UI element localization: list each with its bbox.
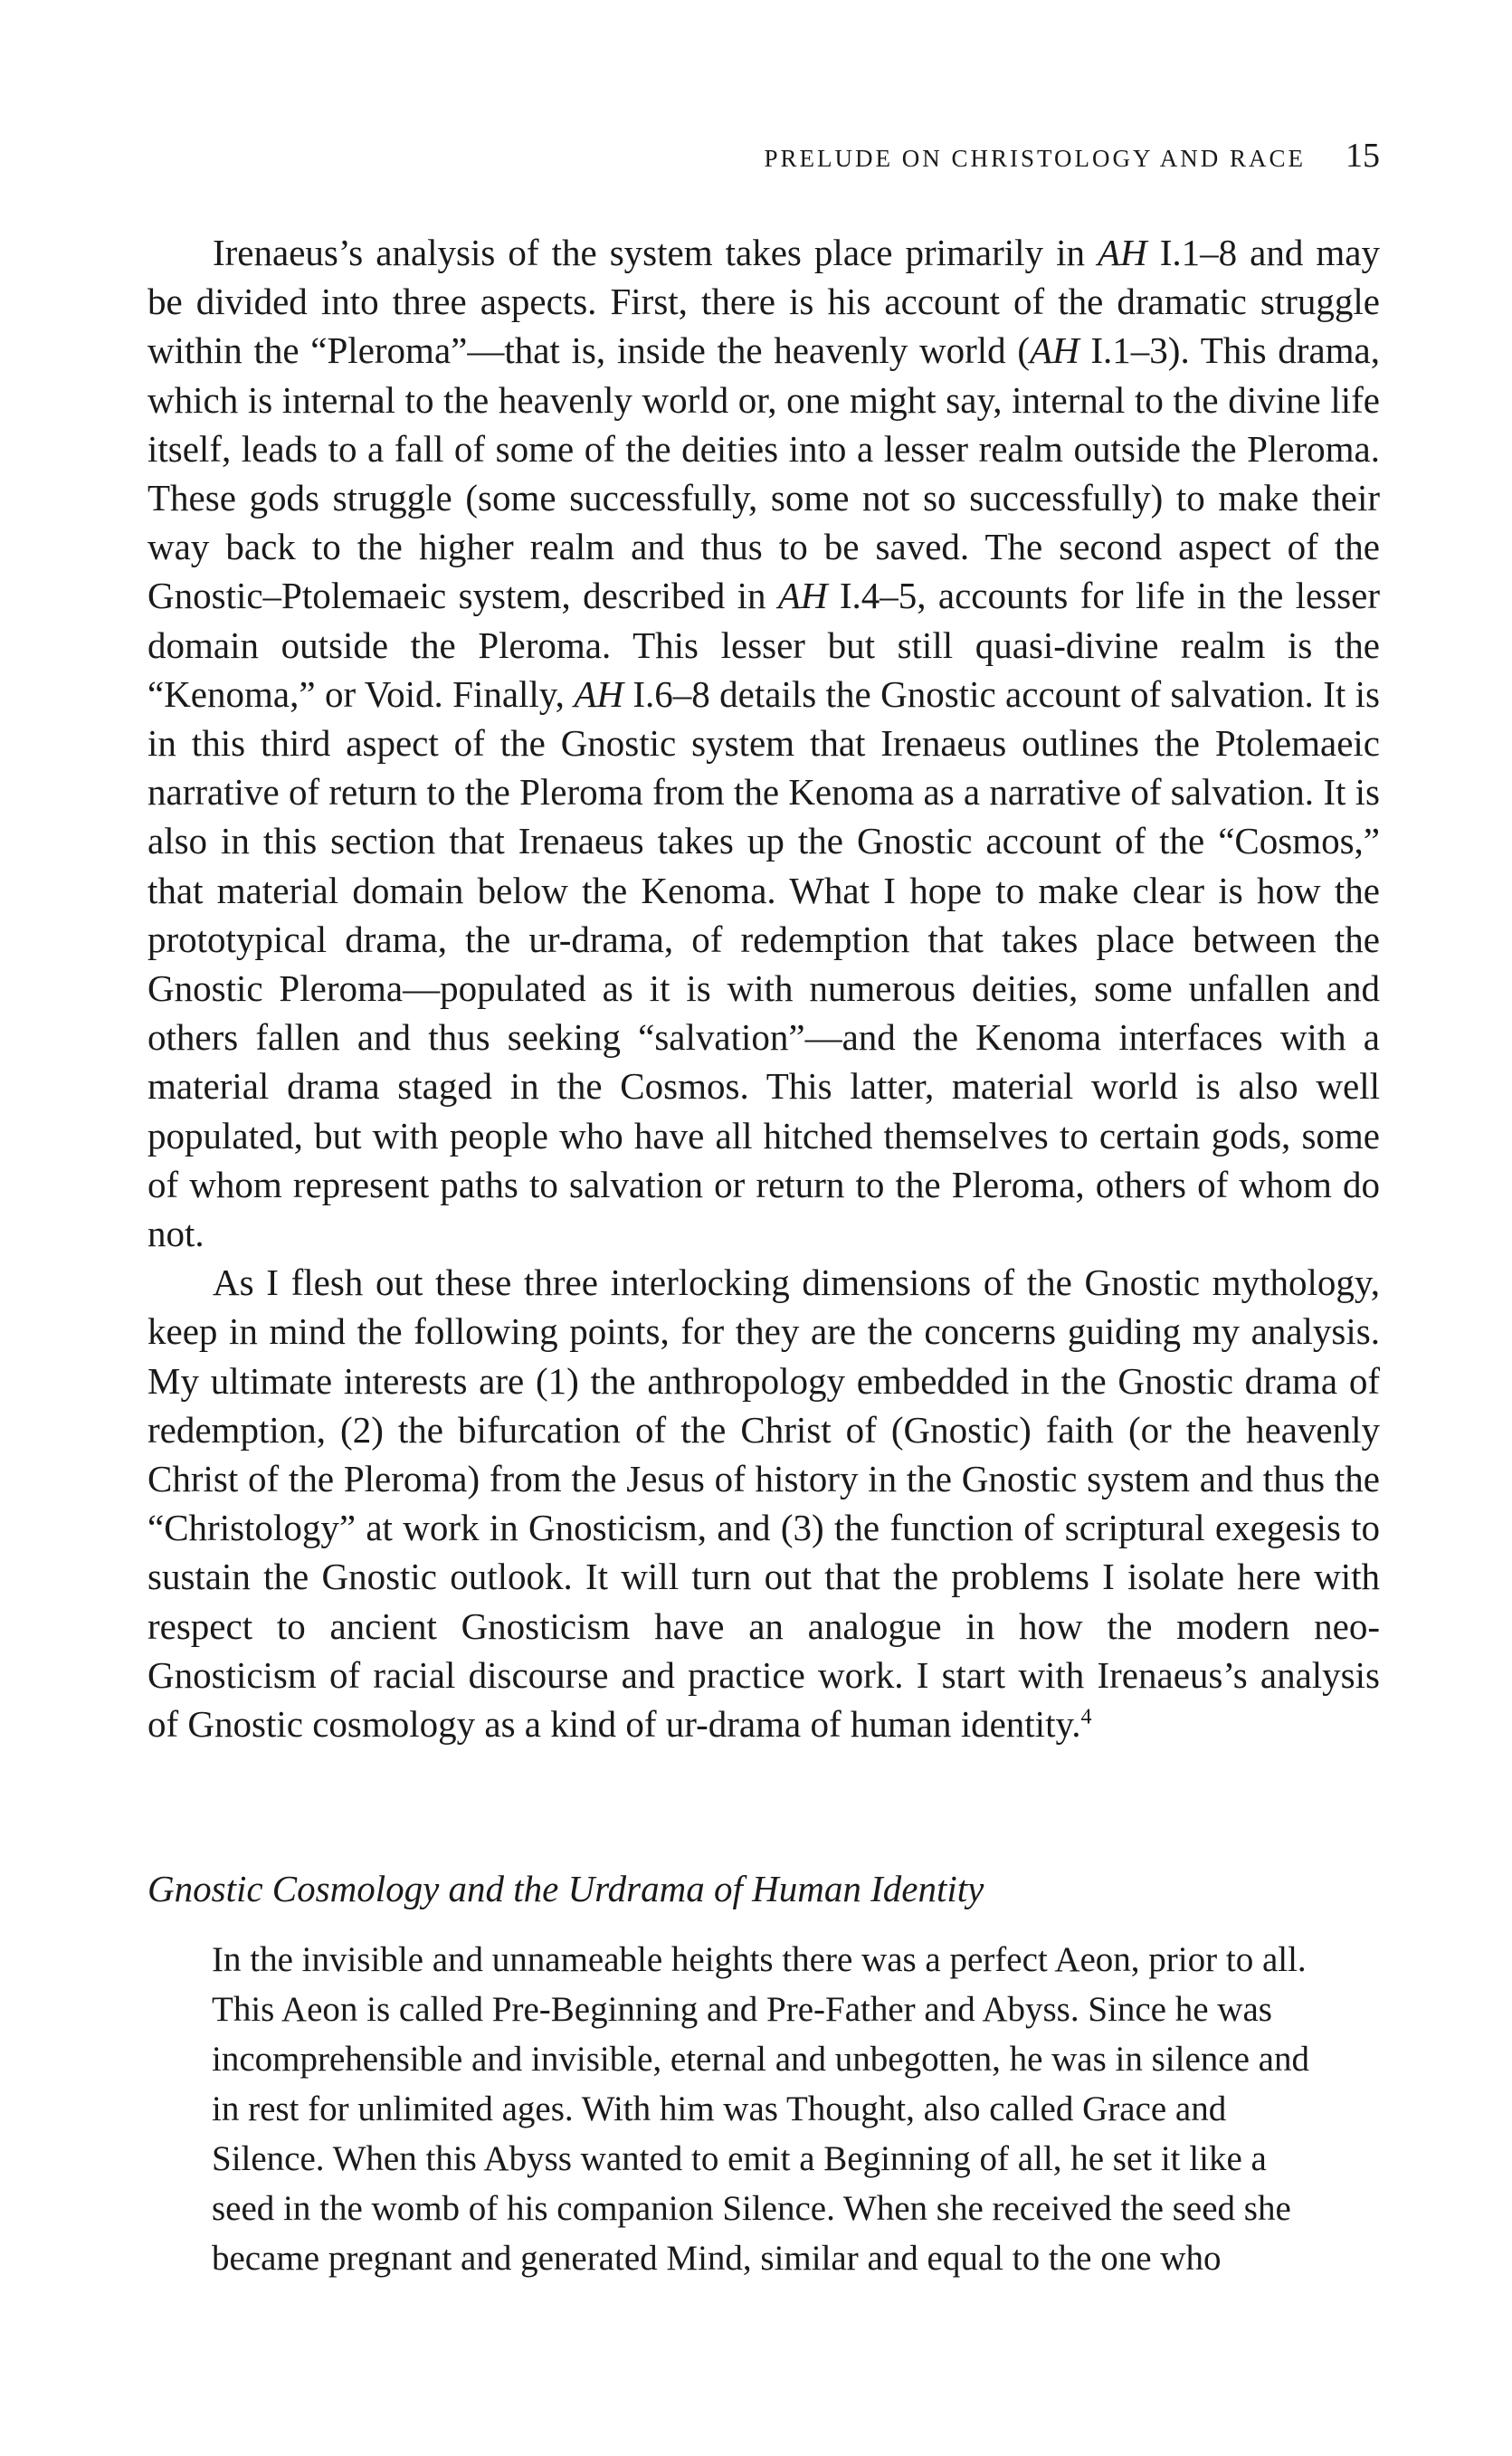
paragraph-1-segment-3: I.1–8 and may be divided into three aspects. First, there is his account of the dramatic struggle within the “Pleroma”—that is, inside the heavenly world ( [147,232,1380,372]
running-head [147,136,1380,181]
paragraph-1-segment-6: AH [777,575,828,617]
footnote-marker[interactable]: 4 [1080,1705,1092,1729]
body-text [147,228,1380,1748]
section-heading: Gnostic Cosmology and the Urdrama of Human Identity [147,1868,984,1909]
paragraph-1-segment-4: AH [1030,329,1079,372]
paragraph-1 [147,228,1380,1258]
paragraph-1-segment-7: I.4–5, accounts for life in the lesser domain outside the Pleroma. This lesser but still quasi-divine realm is the “Kenoma,” or Void. Finally, [147,575,1380,715]
running-head-title: PRELUDE ON CHRISTOLOGY AND RACE [764,145,1306,172]
paragraph-2 [147,1258,1380,1748]
paragraph-1-segment-9: I.6–8 details the Gnostic account of salvation. It is in this third aspect of the Gnostic system that Irenaeus outlines the Ptolemaeic narrative of return to the Pleroma from the Kenoma as a narrative of salvation. It is also in this section that Irenaeus takes up the Gnostic account of the “Cosmos,” that material domain below the Kenoma. What I hope to make clear is how the prototypical drama, the ur-drama, of redemption that takes place between the Gnostic Pleroma—populated as it is with numerous deities, some unfallen and others fallen and thus seeking “salvation”—and the Kenoma interfaces with a material drama staged in the Cosmos. This latter, material world is also well populated, but with people who have all hitched themselves to certain gods, some of whom represent paths to salvation or return to the Pleroma, others of whom do not. [147,672,1380,1255]
paragraph-1-segment-8: AH [574,672,623,715]
block-quote: In the invisible and unnameable heights there was a perfect Aeon, prior to all. This Aeon is called Pre-Beginning and Pre-Father and Abyss. Since he was incomprehensible and invisible, eternal and unbegotten, he was in silence and in rest for unlimited ages. With him was Thought, also called Grace and Silence. When this Abyss wanted to emit a Beginning of all, he set it like a seed in the womb of his companion Silence. When she received the seed she became pregnant and generated Mind, similar and equal to the one who [212,1940,1309,2278]
paragraph-2-segment-1: As I flesh out these three interlocking dimensions of the Gnostic mythology, keep in mind the following points, for they are the concerns guiding my analysis. My ultimate interests are (1) the anthropology embedded in the Gnostic drama of redemption, (2) the bifurcation of the Christ of (Gnostic) faith (or the heavenly Christ of the Pleroma) from the Jesus of history in the Gnostic system and thus the “Christology” at work in Gnosticism, and (3) the function of scriptural exegesis to sustain the Gnostic outlook. It will turn out that the problems I isolate here with respect to ancient Gnosticism have an analogue in how the modern neo-Gnosticism of racial discourse and practice work. I start with Irenaeus’s analysis of Gnostic cosmology as a kind of ur-drama of human identity. [147,1261,1380,1746]
paragraph-1-segment-1: Irenaeus’s analysis of the system takes place primarily in [213,232,1098,273]
paragraph-1-segment-2: AH [1098,232,1147,273]
page-number: 15 [1346,137,1380,175]
paragraph-1-segment-5: I.1–3). This drama, which is internal to the heavenly world or, one might say, internal to the divine life itself, leads to a fall of some of the deities into a lesser realm outside the Pleroma. These gods struggle (some successfully, some not so successfully) to make their way back to the higher realm and thus to be saved. The second aspect of the Gnostic–Ptolemaeic system, described in [147,329,1380,617]
